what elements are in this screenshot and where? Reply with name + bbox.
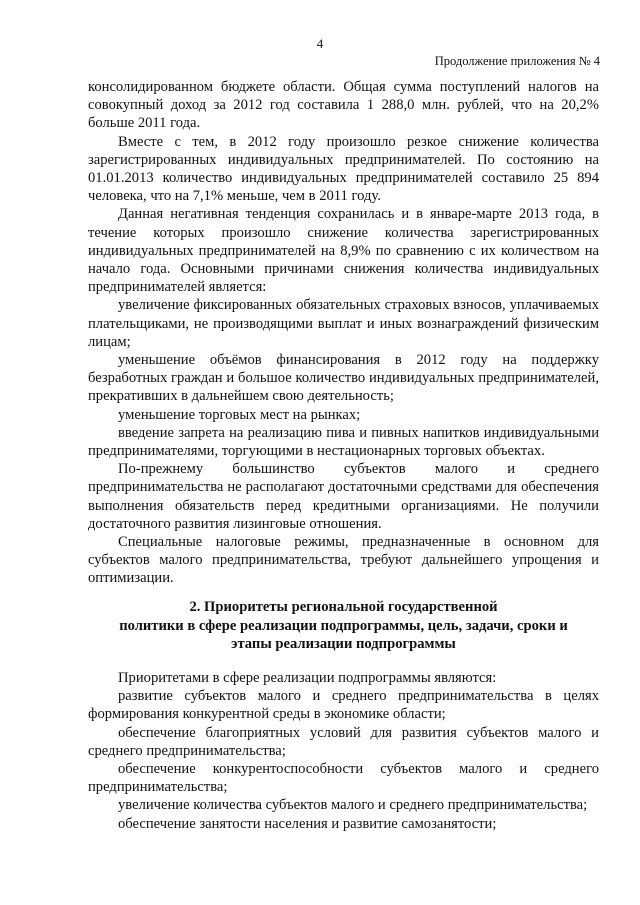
paragraph: Приоритетами в сфере реализации подпрограммы являются: <box>118 670 497 686</box>
list-item: введение запрета на реализацию пива и пивных напитков индивидуальными предпринимателями, торгующими в нестационарных торговых объектах. <box>88 424 599 460</box>
paragraph: По-прежнему большинство субъектов малого и среднего предпринимательства не располагают достаточными средствами для обеспечения выполнения обязательств перед кредитными организациями. Не получили достаточного развития лизинговые отношения. <box>88 461 599 532</box>
list-item: уменьшение торговых мест на рынках; <box>118 406 361 423</box>
list-item: увеличение фиксированных обязательных страховых взносов, уплачиваемых плательщиками, не производящими выплат и иных вознаграждений физическим лицам; <box>88 297 599 350</box>
section-heading-line: этапы реализации подпрограммы <box>231 636 456 652</box>
list-item: обеспечение занятости населения и развитие самозанятости; <box>118 815 497 832</box>
page-number: 4 <box>316 36 324 51</box>
paragraph: Данная негативная тенденция сохранилась и в январе-марте 2013 года, в течение которых произошло снижение количества зарегистрированных индивидуальных предпринимателей на 8,9% по сравнению с их количеством на начало года. Основными причинами снижения количества индивидуальных предпринимателей является: <box>88 206 599 296</box>
list-item: увеличение количества субъектов малого и среднего предпринимательства; <box>118 797 588 814</box>
section-heading-line: политики в сфере реализации подпрограммы, цель, задачи, сроки и <box>119 617 568 634</box>
appendix-continuation-note: Продолжение приложения № 4 <box>434 54 600 68</box>
list-item: обеспечение конкурентоспособности субъектов малого и среднего предпринимательства; <box>88 761 599 796</box>
paragraph: Специальные налоговые режимы, предназначенные в основном для субъектов малого предпринимательства, требуют дальнейшего упрощения и оптимизации. <box>88 534 599 587</box>
paragraph: Вместе с тем, в 2012 году произошло резкое снижение количества зарегистрированных индивидуальных предпринимателей. По состоянию на 01.01.2013 количество индивидуальных предпринимателей составило 25 894 человека, что на 7,1% меньше, чем в 2011 году. <box>88 133 599 205</box>
list-item: развитие субъектов малого и среднего предпринимательства в целях формирования конкурентной среды в экономике области; <box>88 688 599 723</box>
list-item: обеспечение благоприятных условий для развития субъектов малого и среднего предпринимательства; <box>88 724 599 759</box>
section-heading-line: 2. Приоритеты региональной государственной <box>189 599 498 615</box>
section-heading <box>88 598 599 654</box>
list-item: уменьшение объёмов финансирования в 2012 году на поддержку безработных граждан и большое количество индивидуальных предпринимателей, прекративших в дальнейшем свою деятельность; <box>88 352 599 405</box>
document-body <box>88 78 599 588</box>
paragraph: консолидированном бюджете области. Общая сумма поступлений налогов на совокупный доход за 2012 год составила 1 288,0 млн. рублей, что на 20,2% больше 2011 года. <box>88 79 599 132</box>
section-body <box>88 669 599 833</box>
